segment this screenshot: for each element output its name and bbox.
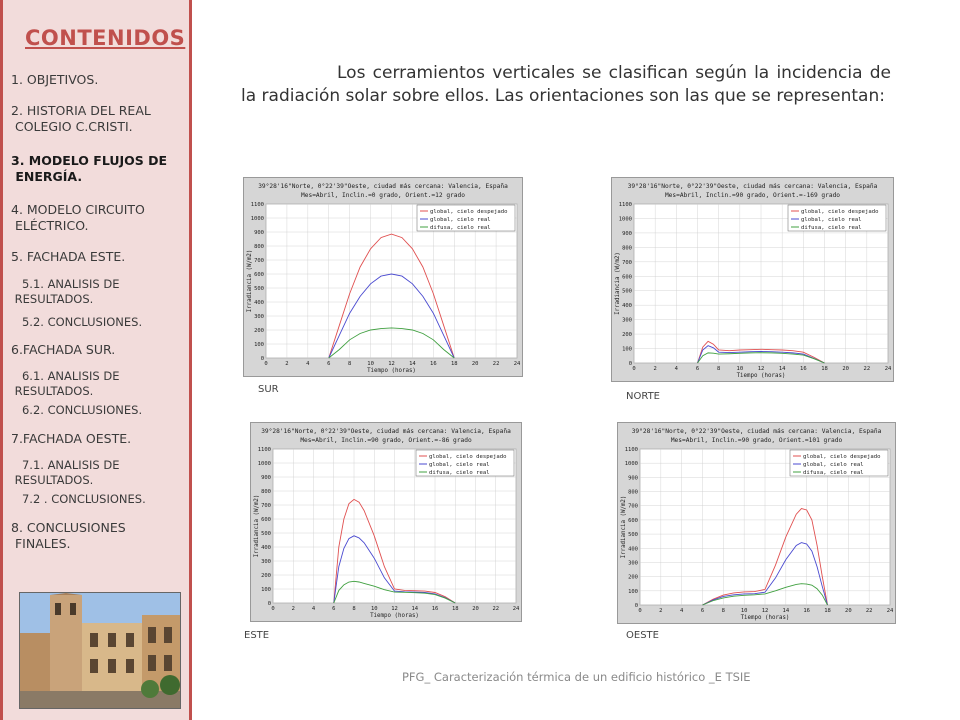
x-tick-label: 12 [391,606,398,612]
x-tick-label: 12 [761,608,769,614]
y-tick-label: 800 [261,489,271,495]
y-tick-label: 100 [254,342,264,348]
y-tick-label: 400 [254,300,264,306]
legend-entry: difusa, cielo real [803,470,864,476]
y-tick-label: 700 [628,503,638,510]
legend-entry: difusa, cielo real [430,225,491,231]
x-tick-label: 16 [430,361,437,367]
legend-entry: global, cielo despejado [430,209,508,215]
toc-item-modelo-circuito[interactable]: 4. MODELO CIRCUITO ELÉCTRICO. [11,202,145,233]
x-tick-label: 14 [778,366,786,372]
x-tick-label: 6 [695,366,700,372]
x-axis-label: Tiempo (horas) [367,368,416,374]
chart-norte [611,177,894,382]
x-tick-label: 16 [431,606,439,612]
legend-entry: global, cielo real [801,217,862,223]
x-axis-label: Tiempo (horas) [740,615,790,621]
y-tick-label: 1100 [250,202,264,208]
y-tick-label: 800 [622,245,632,252]
y-tick-label: 400 [261,545,271,551]
y-tick-label: 700 [254,258,264,264]
x-tick-label: 2 [285,361,289,367]
toc-item-fachada-oeste[interactable]: 7.FACHADA OESTE. [11,431,132,446]
y-tick-label: 900 [628,475,638,482]
x-tick-label: 8 [352,606,356,612]
toc-item-fachada-este[interactable]: 5. FACHADA ESTE. [11,249,126,264]
y-tick-label: 500 [628,532,638,539]
legend-entry: global, cielo real [430,217,491,223]
y-tick-label: 100 [622,346,632,353]
chart-este [250,422,522,622]
sidebar [0,0,192,720]
toc-item-modelo-flujos[interactable]: 3. MODELO FLUJOS DE ENERGÍA. [11,153,168,184]
y-tick-label: 600 [628,517,638,524]
building-photo [19,592,181,709]
y-tick-label: 900 [261,475,271,481]
chart-norte-svg [612,178,893,381]
chart-este-svg [251,423,521,621]
x-tick-label: 4 [311,606,316,612]
y-tick-label: 1000 [624,461,638,468]
building-illustration [20,593,180,708]
x-tick-label: 24 [512,606,520,612]
y-axis-label: Irradiancia (W/m2) [621,495,627,559]
x-tick-label: 20 [472,606,479,612]
toc-item-historia[interactable]: 2. HISTORIA DEL REAL COLEGIO C.CRISTI. [11,103,151,134]
x-tick-label: 18 [451,606,459,612]
y-tick-label: 1100 [257,447,271,453]
x-tick-label: 0 [271,606,275,612]
chart-oeste-caption: OESTE [626,630,659,641]
legend-entry: global, cielo real [803,462,864,468]
y-tick-label: 0 [267,601,271,607]
x-tick-label: 4 [306,361,310,367]
y-tick-label: 200 [254,328,264,334]
y-tick-label: 1000 [618,216,632,223]
x-tick-label: 0 [638,608,642,614]
y-tick-label: 900 [622,230,632,237]
toc-item-objetivos[interactable]: 1. OBJETIVOS. [11,72,99,87]
y-tick-label: 400 [628,546,638,553]
y-tick-label: 1100 [624,447,638,453]
y-tick-label: 300 [261,559,271,565]
legend-entry: global, cielo real [429,462,490,468]
x-tick-label: 8 [717,366,721,372]
y-tick-label: 600 [261,517,271,523]
x-tick-label: 24 [513,361,521,367]
intro-paragraph: Los cerramientos verticales se clasifican según la incidencia de la radiación solar sobre ellos. Las orientaciones son las que se representan: [241,63,891,106]
x-tick-label: 22 [863,366,871,372]
chart-sur-svg [244,178,522,376]
y-tick-label: 0 [634,603,638,609]
x-tick-label: 24 [886,608,894,614]
x-tick-label: 20 [471,361,479,367]
x-tick-label: 22 [492,606,500,612]
x-tick-label: 2 [659,608,663,614]
x-axis-label: Tiempo (horas) [736,373,786,379]
x-tick-label: 0 [264,361,268,367]
x-tick-label: 24 [884,366,892,372]
y-tick-label: 0 [628,361,632,367]
y-tick-label: 500 [254,286,264,292]
x-tick-label: 16 [800,366,807,372]
y-tick-label: 900 [254,230,264,236]
y-tick-label: 200 [261,573,271,579]
x-tick-label: 20 [845,608,852,614]
y-tick-label: 0 [260,356,264,362]
x-tick-label: 10 [367,361,374,367]
toc-item-fachada-sur[interactable]: 6.FACHADA SUR. [11,342,116,357]
toc-item-sur-conclusiones[interactable]: 6.2. CONCLUSIONES. [11,403,143,417]
legend-entry: difusa, cielo real [429,470,490,476]
chart-header-line1: 39°28'16"Norte, 0°22'39"Oeste, ciudad más cercana: Valencia, España [627,183,878,190]
y-tick-label: 300 [628,560,638,567]
y-tick-label: 300 [254,314,264,320]
x-tick-label: 2 [291,606,295,612]
y-tick-label: 600 [622,274,632,281]
x-tick-label: 10 [740,608,748,614]
y-tick-label: 300 [622,317,632,324]
x-tick-label: 2 [653,366,657,372]
x-tick-label: 10 [370,606,378,612]
y-tick-label: 800 [628,489,638,496]
y-tick-label: 100 [628,588,638,595]
toc-item-oeste-conclusiones[interactable]: 7.2 . CONCLUSIONES. [11,492,146,506]
x-tick-label: 12 [388,361,395,367]
y-tick-label: 800 [254,244,264,250]
x-tick-label: 4 [680,608,684,614]
chart-norte-caption: NORTE [626,391,660,402]
toc-item-este-analisis[interactable]: 5.1. ANALISIS DE RESULTADOS. [14,277,120,306]
x-tick-label: 20 [842,366,849,372]
toc-item-oeste-analisis[interactable]: 7.1. ANALISIS DE RESULTADOS. [14,458,120,487]
x-tick-label: 10 [736,366,744,372]
y-tick-label: 200 [628,574,638,581]
x-tick-label: 14 [409,361,416,367]
chart-oeste-svg [618,423,895,623]
toc-item-sur-analisis[interactable]: 6.1. ANALISIS DE RESULTADOS. [14,369,120,398]
toc-item-conclusiones-finales[interactable]: 8. CONCLUSIONES FINALES. [11,520,126,551]
legend-entry: global, cielo despejado [429,454,507,460]
chart-sur [243,177,523,377]
x-tick-label: 4 [674,366,678,372]
y-axis-label: Irradiancia (W/m2) [254,494,260,558]
chart-header-line1: 39°28'16"Norte, 0°22'39"Oeste, ciudad más cercana: Valencia, España [631,428,882,435]
x-tick-label: 6 [700,608,705,614]
chart-header-line2: Mes=Abril, Inclin.=90 grado, Orient.=101 grado [670,437,843,444]
y-axis-label: Irradiancia (W/m2) [615,252,621,315]
chart-header-line2: Mes=Abril, Inclin.=90 grado, Orient.=-86 grado [300,437,472,444]
chart-header-line1: 39°28'16"Norte, 0°22'39"Oeste, ciudad más cercana: Valencia, España [258,183,508,190]
y-tick-label: 400 [622,303,632,310]
x-tick-label: 22 [492,361,500,367]
chart-este-caption: ESTE [244,630,270,641]
x-tick-label: 12 [757,366,765,372]
y-tick-label: 1100 [618,202,632,208]
x-tick-label: 16 [803,608,810,614]
x-tick-label: 8 [721,608,725,614]
legend-entry: global, cielo despejado [803,454,881,460]
y-axis-label: Irradiancia (W/m2) [247,249,253,313]
x-tick-label: 18 [821,366,828,372]
y-tick-label: 700 [261,503,271,509]
x-tick-label: 18 [824,608,831,614]
y-tick-label: 700 [622,259,632,266]
chart-sur-caption: SUR [258,384,279,395]
chart-header-line2: Mes=Abril, Inclin.=0 grado, Orient.=12 grado [301,192,465,199]
y-tick-label: 500 [622,288,632,295]
y-tick-label: 100 [261,587,271,593]
y-tick-label: 200 [622,332,632,339]
x-tick-label: 8 [348,361,352,367]
legend-entry: difusa, cielo real [801,225,862,231]
y-tick-label: 500 [261,531,271,537]
x-tick-label: 14 [782,608,790,614]
legend-entry: global, cielo despejado [801,209,879,215]
x-tick-label: 6 [327,361,331,367]
chart-header-line1: 39°28'16"Norte, 0°22'39"Oeste, ciudad más cercana: Valencia, España [261,428,511,435]
x-tick-label: 6 [332,606,336,612]
footer-text: PFG_ Caracterización térmica de un edificio histórico _E TSIE [402,670,751,684]
chart-oeste [617,422,896,624]
x-tick-label: 18 [450,361,458,367]
x-tick-label: 22 [865,608,873,614]
y-tick-label: 1000 [250,216,264,222]
y-tick-label: 1000 [257,461,271,467]
sidebar-title[interactable]: CONTENIDOS [25,26,186,50]
x-tick-label: 0 [632,366,636,372]
toc-item-este-conclusiones[interactable]: 5.2. CONCLUSIONES. [11,315,143,329]
x-axis-label: Tiempo (horas) [370,613,419,619]
chart-header-line2: Mes=Abril, Inclin.=90 grado, Orient.=-169 grado [664,192,841,199]
x-tick-label: 14 [411,606,419,612]
y-tick-label: 600 [254,272,264,278]
